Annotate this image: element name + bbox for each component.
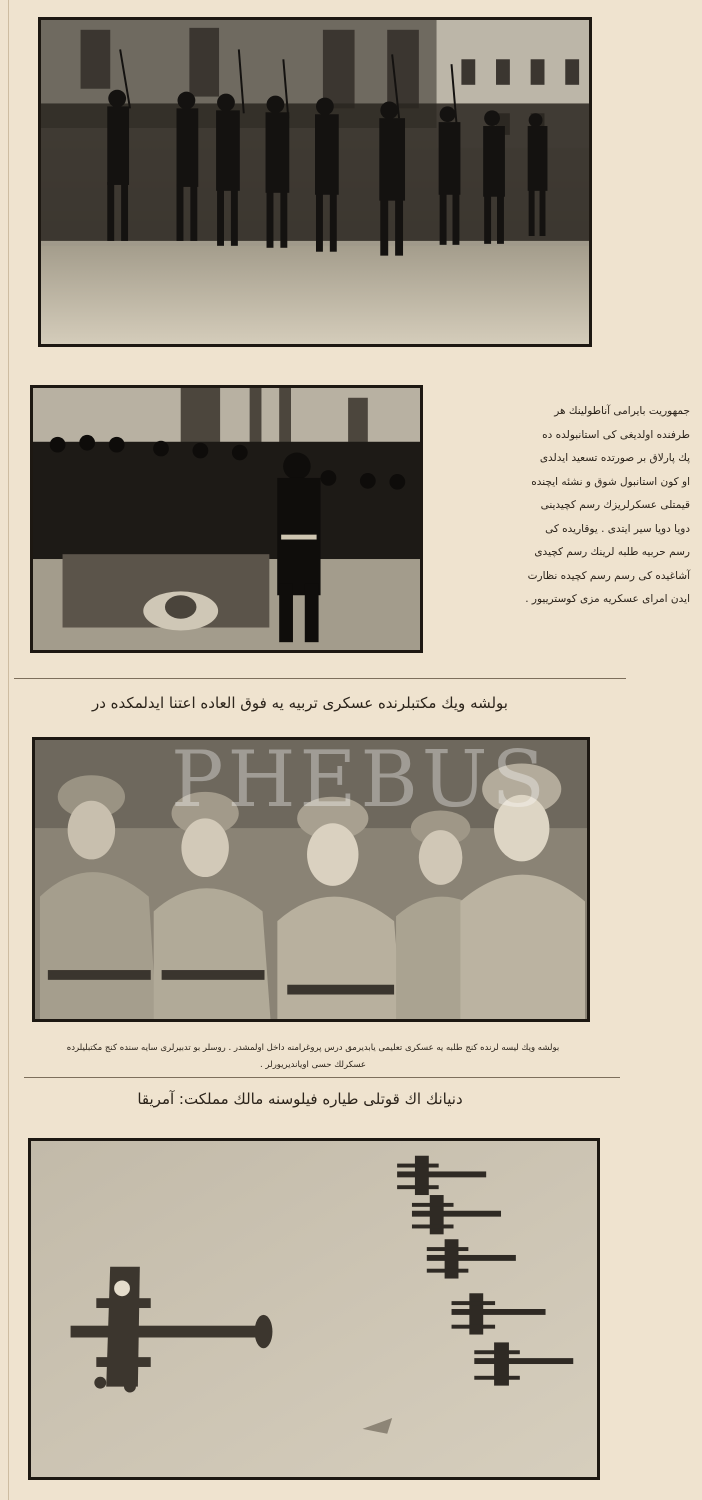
ceremony-caption-line: او كون استانبول شوق و نشئه ايچنده: [531, 475, 690, 488]
section-divider: [14, 678, 626, 679]
ceremony-photo: [30, 385, 423, 653]
ceremony-caption-line: طرفنده اولديغى كى استانبولده ده: [542, 428, 690, 441]
cadets-caption: [18, 1040, 608, 1074]
page-fold-line: [8, 0, 9, 1500]
aircraft-headline: دنيانك اك قوتلى طياره فيلوسنه مالك مملكت: آمريقا: [137, 1090, 463, 1108]
ceremony-caption-line: پك پارلاق بر صورتده تسعيد ايدلدى: [539, 452, 690, 464]
cadets-headline: بولشه ويك مكتبلرنده عسكرى تربيه يه فوق العاده اعتنا ايدلمكده در: [91, 694, 508, 712]
aircraft-photo: [28, 1138, 600, 1480]
ceremony-caption-line: آشاغيده كى رسم رسم كچيده نظارت: [527, 569, 690, 582]
parade-photo: [38, 17, 592, 347]
ceremony-caption-line: دويا دويا سير ايتدى . يوقاريده كى: [545, 522, 690, 535]
ceremony-caption: [432, 400, 690, 612]
ceremony-caption-line: جمهوريت بايرامى آناطولينك هر: [554, 405, 690, 417]
ceremony-caption-line: رسم حربيه طلبه لرينك رسم كچيدى: [534, 546, 690, 558]
ceremony-caption-line: ايدن امراى عسكريه مزى كوسترييور .: [525, 593, 690, 605]
cadets-caption-line: بولشه ويك ليسه لرنده كنج طلبه يه عسكرى تعليمى يابديرمق درس پروغرامنه داخل اولمشدر . روسلر بو تدبيرلرى سايه سنده كنج مكتبليلرده: [66, 1043, 560, 1053]
cadets-caption-line: عسكرلك حسى اويانديريورلر .: [260, 1060, 366, 1070]
section-divider: [24, 1077, 620, 1078]
ceremony-caption-line: قيمتلى عسكرلريزك رسم كچيدينى: [540, 499, 690, 511]
watermark: PHEBUS: [171, 735, 549, 825]
